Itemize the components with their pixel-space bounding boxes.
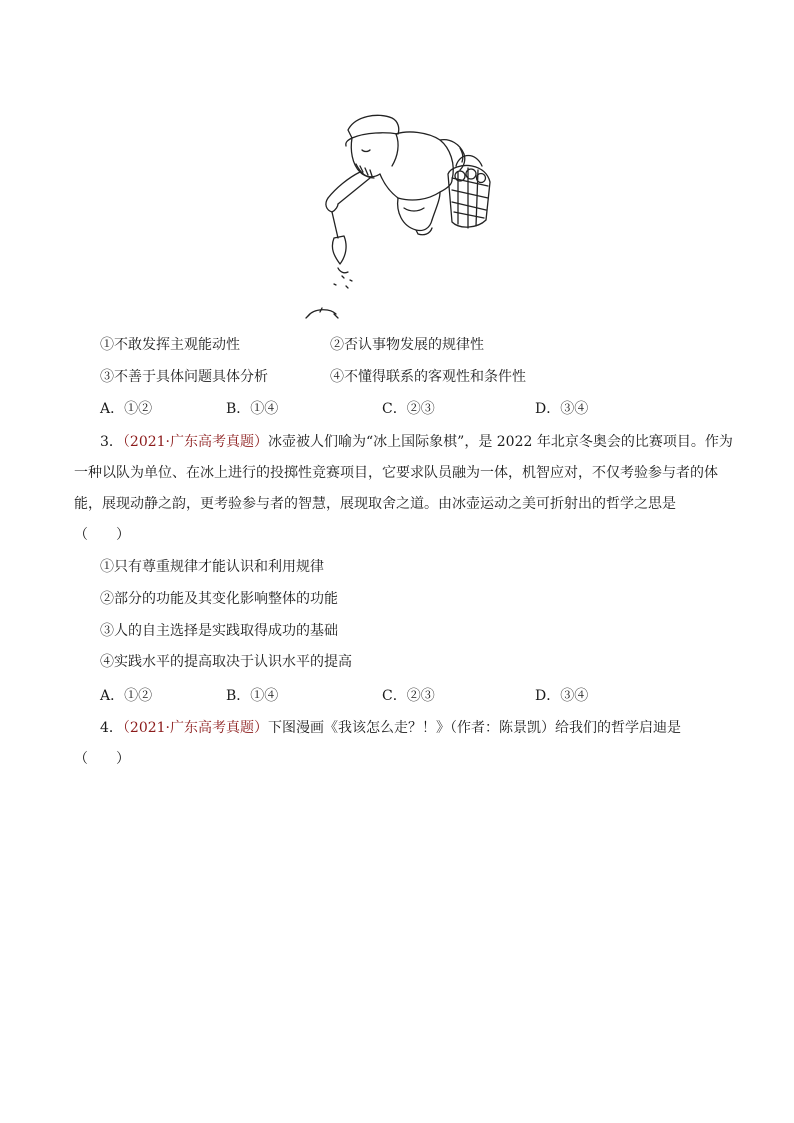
question-source: （2021·广东高考真题） bbox=[122, 434, 269, 450]
question-4-blank: （ ） bbox=[74, 751, 130, 767]
question-number: 3． bbox=[100, 434, 123, 450]
question-3-blank: （ ） bbox=[74, 527, 130, 543]
question-source: （2021·广东高考真题） bbox=[122, 720, 269, 736]
q3-statement-3: ③人的自主选择是实践取得成功的基础 bbox=[100, 623, 338, 639]
statement-4: ④不懂得联系的客观性和条件性 bbox=[330, 369, 526, 385]
statement-3: ③不善于具体问题具体分析 bbox=[100, 369, 268, 385]
question-3-line-1 bbox=[100, 432, 733, 452]
statement-2: ②否认事物发展的规律性 bbox=[330, 337, 484, 353]
cartoon-illustration bbox=[300, 108, 500, 326]
q3-option-b[interactable]: B．①④ bbox=[226, 688, 279, 704]
question-4-line-1 bbox=[100, 718, 681, 738]
question-text: 冰壶被人们喻为“冰上国际象棋”，是 2022 年北京冬奥会的比赛项目。作为 bbox=[268, 434, 733, 450]
q3-option-d[interactable]: D．③④ bbox=[535, 688, 589, 704]
q3-option-c[interactable]: C．②③ bbox=[382, 688, 435, 704]
question-number: 4． bbox=[100, 720, 123, 736]
option-b[interactable]: B．①④ bbox=[226, 401, 279, 417]
question-text: 下图漫画《我该怎么走？！》（作者：陈景凯）给我们的哲学启迪是 bbox=[268, 720, 682, 736]
q3-statement-4: ④实践水平的提高取决于认识水平的提高 bbox=[100, 654, 352, 670]
option-c[interactable]: C．②③ bbox=[382, 401, 435, 417]
question-3-line-2: 一种以队为单位、在冰上进行的投掷性竞赛项目，它要求队员融为一体，机智应对，不仅考验参与者的体 bbox=[74, 465, 718, 481]
option-a[interactable]: A．①② bbox=[100, 401, 153, 417]
q3-statement-2: ②部分的功能及其变化影响整体的功能 bbox=[100, 591, 338, 607]
option-d[interactable]: D．③④ bbox=[535, 401, 589, 417]
question-3-line-3: 能，展现动静之韵，更考验参与者的智慧，展现取舍之道。由冰壶运动之美可折射出的哲学之思是 bbox=[74, 496, 676, 512]
statement-1: ①不敢发挥主观能动性 bbox=[100, 337, 240, 353]
q3-statement-1: ①只有尊重规律才能认识和利用规律 bbox=[100, 559, 324, 575]
q3-option-a[interactable]: A．①② bbox=[100, 688, 153, 704]
